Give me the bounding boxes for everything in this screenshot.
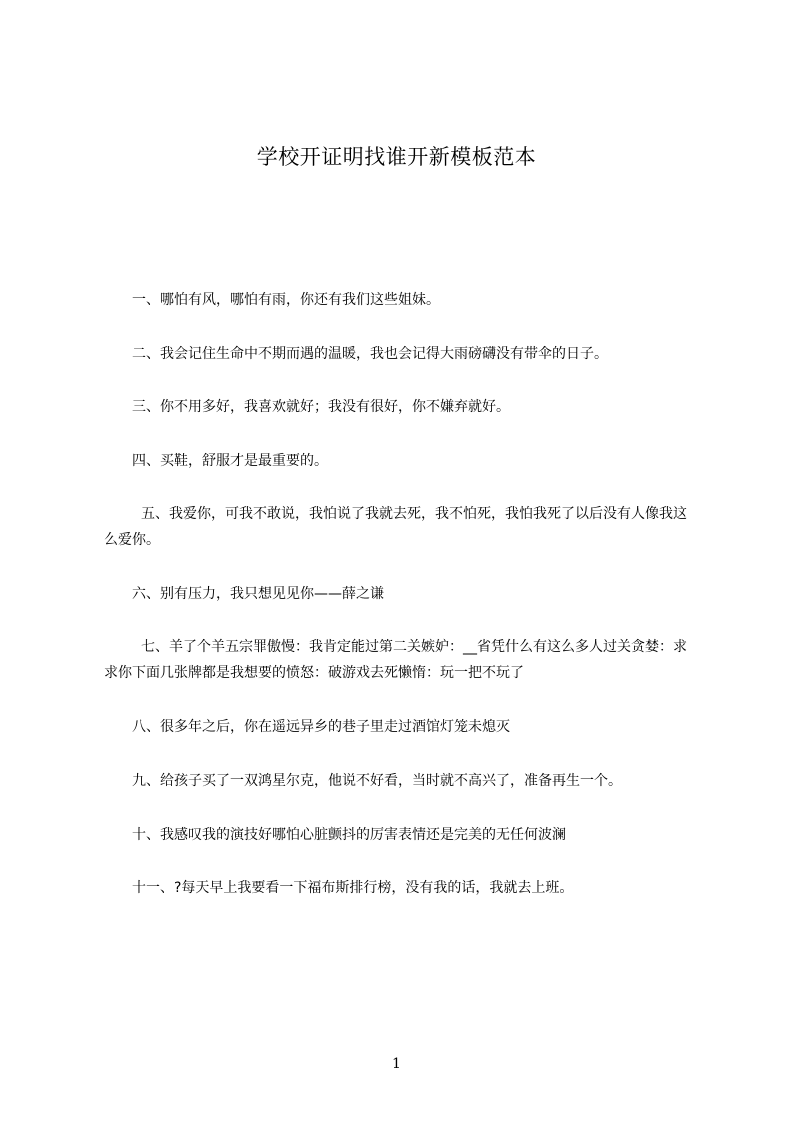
- paragraph-6: 六、别有压力，我只想见见你——薛之谦: [132, 586, 384, 602]
- paragraph-1: 一、哪怕有风，哪怕有雨，你还有我们这些姐妹。: [132, 292, 440, 308]
- paragraph-8: 八、很多年之后，你在遥远异乡的巷子里走过酒馆灯笼未熄灭: [132, 719, 510, 735]
- paragraph-3: 三、你不用多好，我喜欢就好；我没有很好，你不嫌弃就好。: [132, 399, 510, 415]
- paragraph-5: 五、我爱你，可我不敢说，我怕说了我就去死，我不怕死，我怕我死了以后没有人像我这么爱你。: [104, 506, 687, 548]
- paragraph-10: 十、我感叹我的演技好哪怕心脏颤抖的厉害表情还是完美的无任何波澜: [132, 827, 566, 843]
- paragraph-4: 四、买鞋，舒服才是最重要的。: [132, 453, 328, 469]
- document-title: 学校开证明找谁开新模板范本: [256, 145, 537, 169]
- paragraph-7: 七、羊了个羊五宗罪傲慢：我肯定能过第二关嫉妒：__省凭什么有这么多人过关贪婪：求求你下面几张牌都是我想要的愤怒：破游戏去死懒惰：玩一把不玩了: [104, 639, 687, 681]
- paragraph-2: 二、我会记住生命中不期而遇的温暖，我也会记得大雨磅礴没有带伞的日子。: [132, 346, 608, 362]
- page-number: 1: [392, 1056, 401, 1072]
- paragraph-11: 十一、?每天早上我要看一下福布斯排行榜，没有我的话，我就去上班。: [132, 880, 574, 896]
- paragraph-9: 九、给孩子买了一双鸿星尔克，他说不好看，当时就不高兴了，准备再生一个。: [132, 773, 622, 789]
